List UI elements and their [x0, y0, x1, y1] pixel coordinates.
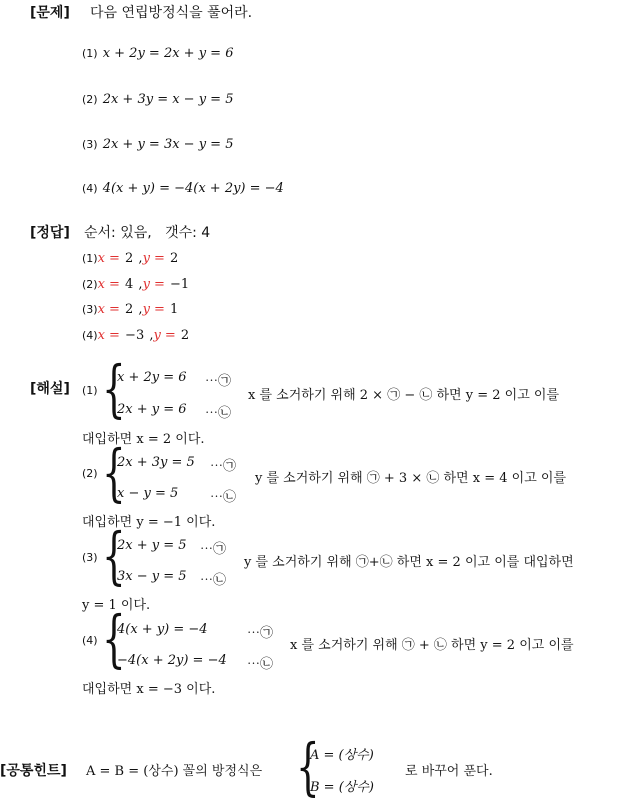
- problem-tag: [문제]: [30, 5, 70, 21]
- equation: 4(x + y) = −4: [117, 622, 208, 637]
- system-brace: {: [102, 602, 126, 675]
- equation-mark: ⋯㉠: [247, 626, 274, 641]
- system-brace: {: [102, 352, 126, 425]
- problem-item: (4) 4(x + y) = −4(x + 2y) = −4: [82, 181, 284, 196]
- problem-expression: 2x + 3y = x − y = 5: [102, 92, 234, 107]
- solution-text: x 를 소거하기 위해 ㉠ + ㉡ 하면 y = 2 이고 이를: [290, 638, 574, 653]
- answer-meta: 순서: 있음, 갯수: 4: [84, 225, 211, 241]
- equation: 2x + 3y = 5: [117, 455, 195, 470]
- problem-expression: x + 2y = 2x + y = 6: [102, 46, 234, 61]
- solution-text: y 를 소거하기 위해 ㉠ + 3 × ㉡ 하면 x = 4 이고 이를: [255, 471, 567, 486]
- problem-instruction: 다음 연립방정식을 풀어라.: [90, 5, 253, 21]
- system-brace: {: [102, 436, 126, 509]
- answer-item: (4)x = −3 ,y = 2: [82, 328, 190, 343]
- hint-tag: [공통힌트]: [0, 763, 67, 779]
- equation: x − y = 5: [117, 486, 179, 501]
- equation: −4(x + 2y) = −4: [117, 653, 227, 668]
- system-brace: {: [102, 519, 126, 592]
- problem-item: (2) 2x + 3y = x − y = 5: [82, 92, 234, 107]
- answer-item: (1)x = 2 ,y = 2: [82, 251, 179, 266]
- equation-mark: ⋯㉡: [200, 573, 227, 588]
- system-brace: {: [296, 730, 320, 803]
- equation-mark: ⋯㉡: [247, 657, 274, 672]
- hint-tail: 로 바꾸어 푼다.: [405, 764, 493, 779]
- equation: 2x + y = 6: [117, 402, 187, 417]
- hint-equation: A = (상수): [310, 748, 374, 763]
- solution-tag: [해설]: [30, 381, 70, 397]
- problem-expression: 4(x + y) = −4(x + 2y) = −4: [102, 181, 284, 196]
- solution-text: 대입하면 y = −1 이다.: [82, 515, 216, 530]
- solution-text: 대입하면 x = 2 이다.: [82, 432, 205, 447]
- equation: 2x + y = 5: [117, 538, 187, 553]
- equation-mark: ⋯㉠: [205, 374, 232, 389]
- equation-mark: ⋯㉠: [210, 459, 237, 474]
- solution-text: y 를 소거하기 위해 ㉠+㉡ 하면 x = 2 이고 이를 대입하면: [244, 555, 574, 570]
- problem-item: (1) x + 2y = 2x + y = 6: [82, 46, 234, 61]
- equation: 3x − y = 5: [117, 569, 187, 584]
- problem-expression: 2x + y = 3x − y = 5: [102, 137, 234, 152]
- answer-tag: [정답]: [30, 225, 70, 241]
- problem-item: (3) 2x + y = 3x − y = 5: [82, 137, 234, 152]
- equation-mark: ⋯㉡: [205, 406, 232, 421]
- solution-text: x 를 소거하기 위해 2 × ㉠ − ㉡ 하면 y = 2 이고 이를: [248, 388, 560, 403]
- hint-equation: B = (상수): [310, 780, 374, 795]
- solution-text: y = 1 이다.: [82, 598, 151, 613]
- answer-item: (3)x = 2 ,y = 1: [82, 302, 179, 317]
- equation-mark: ⋯㉠: [200, 542, 227, 557]
- hint-lead: A = B = (상수) 꼴의 방정식은: [86, 764, 263, 779]
- equation: x + 2y = 6: [117, 370, 187, 385]
- answer-item: (2)x = 4 ,y = −1: [82, 277, 190, 292]
- solution-text: 대입하면 x = −3 이다.: [82, 682, 216, 697]
- equation-mark: ⋯㉡: [210, 490, 237, 505]
